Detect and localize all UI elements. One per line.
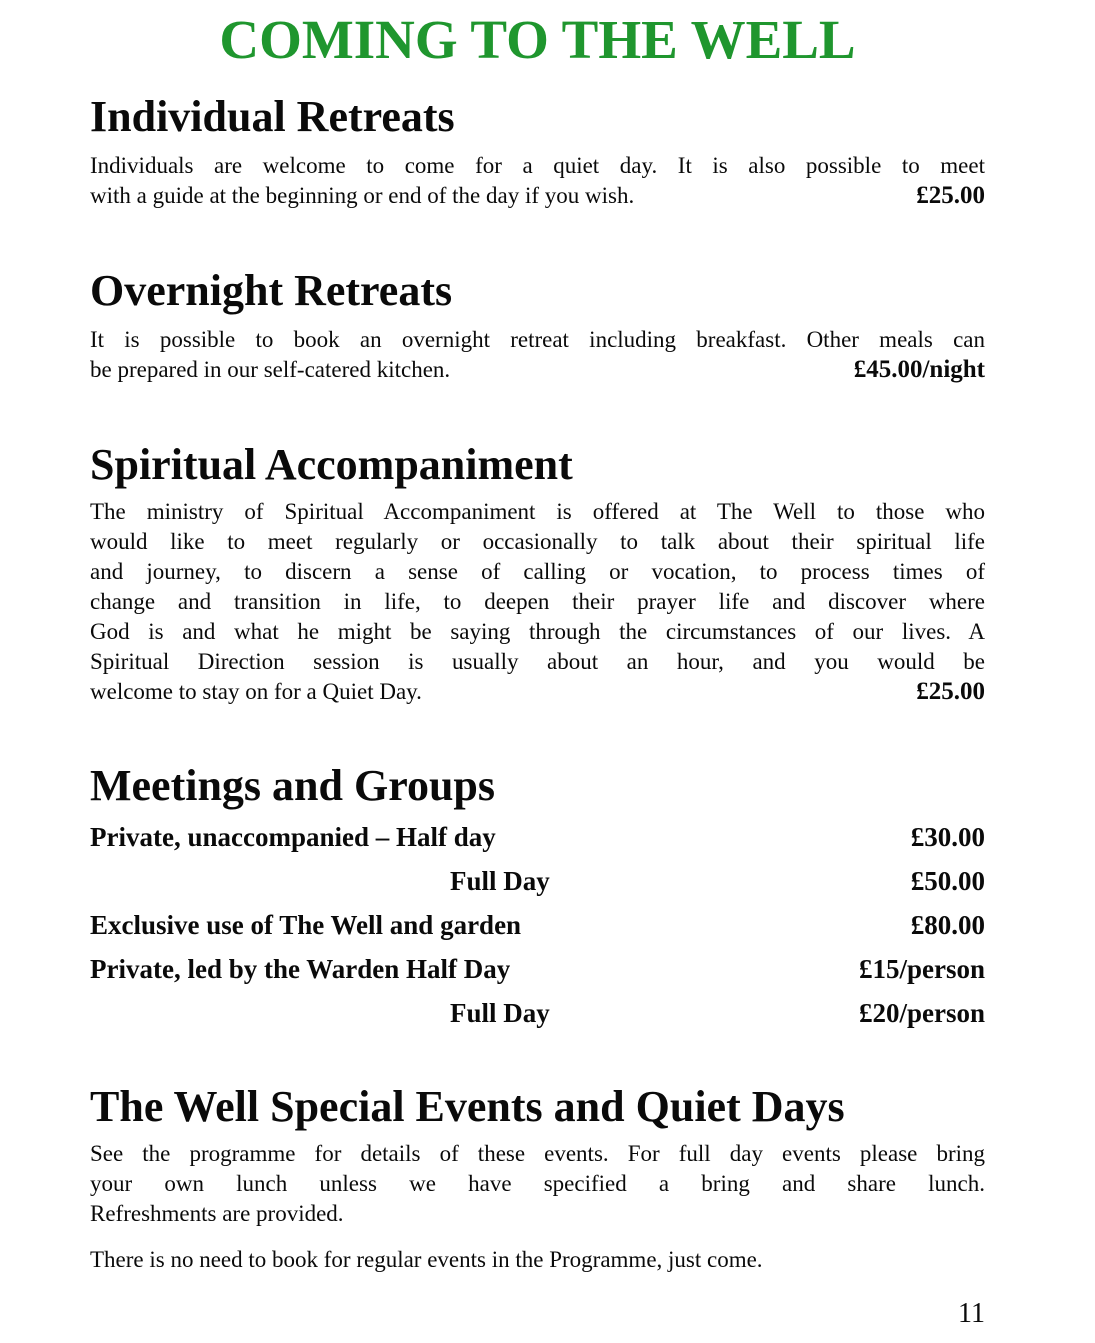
paragraph-line: be prepared in our self-catered kitchen.	[90, 357, 451, 382]
price-individual-retreats: £25.00	[916, 182, 985, 209]
paragraph-line: Refreshments are provided.	[90, 1201, 344, 1226]
heading-individual-retreats: Individual Retreats	[90, 92, 455, 141]
heading-spiritual-accompaniment: Spiritual Accompaniment	[90, 440, 573, 489]
price-row	[90, 822, 985, 852]
price-overnight-retreats: £45.00/night	[853, 356, 985, 383]
heading-meetings-and-groups: Meetings and Groups	[90, 761, 496, 810]
paragraph-line: your own lunch unless we have specified a bring and share lunch.	[90, 1171, 985, 1196]
page-number: 11	[958, 1298, 985, 1329]
paragraph-spiritual-accompaniment	[90, 497, 985, 707]
price-spiritual-accompaniment: £25.00	[916, 678, 985, 705]
price-row-label: Full Day	[450, 866, 550, 896]
heading-overnight-retreats: Overnight Retreats	[90, 266, 453, 315]
price-row-label: Full Day	[450, 998, 550, 1028]
price-row	[90, 954, 985, 984]
price-row-label: Exclusive use of The Well and garden	[90, 910, 522, 940]
price-list	[90, 822, 985, 1028]
price-row	[90, 998, 985, 1028]
paragraph-line: change and transition in life, to deepen their prayer life and discover where	[90, 589, 985, 614]
price-row-price: £20/person	[858, 998, 985, 1028]
paragraph-line: would like to meet regularly or occasionally to talk about their spiritual life	[90, 529, 985, 554]
paragraph-individual-retreats	[90, 151, 985, 211]
price-row-label: Private, unaccompanied – Half day	[90, 822, 496, 852]
paragraph-line: Spiritual Direction session is usually about an hour, and you would be	[90, 649, 985, 674]
price-row-label: Private, led by the Warden Half Day	[90, 954, 511, 984]
note-no-booking-needed: There is no need to book for regular events in the Programme, just come.	[90, 1247, 763, 1272]
paragraph-line: It is possible to book an overnight retreat including breakfast. Other meals can	[90, 327, 985, 352]
paragraph-line: welcome to stay on for a Quiet Day.	[90, 679, 422, 704]
paragraph-line: and journey, to discern a sense of calling or vocation, to process times of	[90, 559, 985, 584]
paragraph-line: God is and what he might be saying through the circumstances of our lives. A	[90, 619, 985, 644]
price-row-price: £50.00	[910, 866, 985, 896]
price-row-price: £15/person	[858, 954, 985, 984]
paragraph-line: See the programme for details of these events. For full day events please bring	[90, 1141, 985, 1166]
price-row	[90, 866, 985, 896]
price-row	[90, 910, 985, 940]
paragraph-overnight-retreats	[90, 325, 985, 385]
paragraph-special-events	[90, 1139, 985, 1229]
price-row-price: £80.00	[910, 910, 985, 940]
paragraph-line: Individuals are welcome to come for a quiet day. It is also possible to meet	[90, 153, 985, 178]
paragraph-line: with a guide at the beginning or end of the day if you wish.	[90, 183, 635, 208]
heading-special-events: The Well Special Events and Quiet Days	[90, 1082, 845, 1131]
price-row-price: £30.00	[910, 822, 985, 852]
paragraph-line: The ministry of Spiritual Accompaniment is offered at The Well to those who	[90, 499, 985, 524]
page-title: COMING TO THE WELL	[219, 9, 856, 70]
